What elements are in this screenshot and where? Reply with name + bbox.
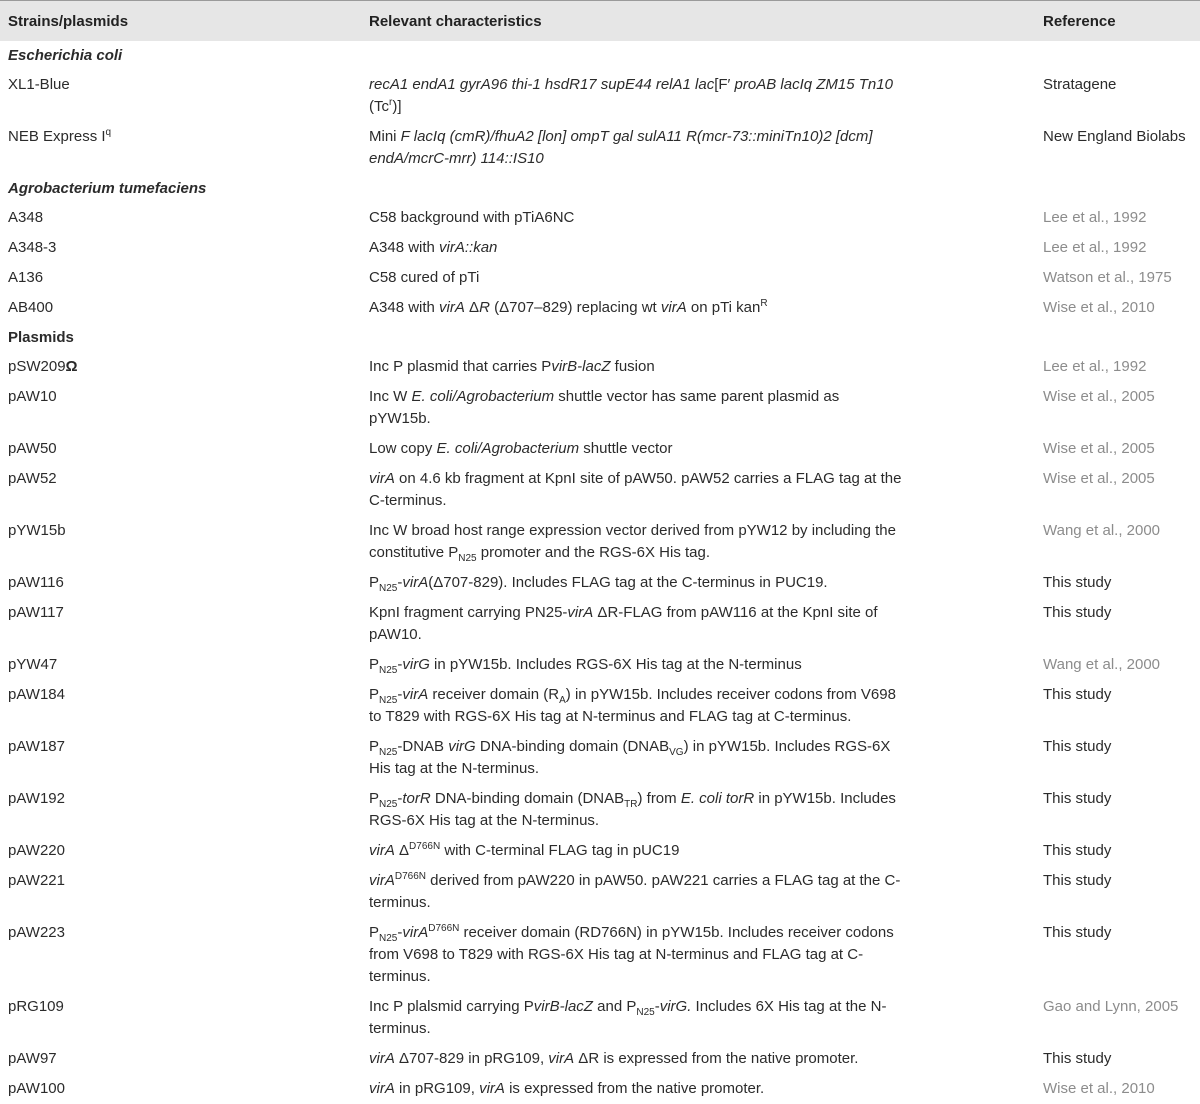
strain-name: pAW187: [8, 738, 65, 755]
characteristics-cell: [361, 992, 1035, 1044]
strain-name: XL1-Blue: [8, 76, 70, 93]
characteristics-cell: [361, 918, 1035, 992]
reference-link[interactable]: Wise et al., 2010: [1043, 299, 1155, 316]
header-relevant-characteristics: Relevant characteristics: [369, 12, 542, 30]
strain-name: pAW192: [8, 790, 65, 807]
reference-link[interactable]: Wise et al., 2005: [1043, 470, 1155, 487]
reference-link[interactable]: Lee et al., 1992: [1043, 239, 1147, 256]
reference-link[interactable]: Wise et al., 2010: [1043, 1080, 1155, 1097]
strain-name: pYW15b: [8, 522, 66, 539]
reference-text: New England Biolabs: [1043, 128, 1186, 145]
table-row: [0, 382, 1200, 434]
table-row: [0, 836, 1200, 866]
section-label: Agrobacterium tumefaciens: [8, 180, 207, 197]
characteristics-cell: [361, 233, 1035, 263]
characteristics-cell: [361, 650, 1035, 680]
reference-link[interactable]: Lee et al., 1992: [1043, 209, 1147, 226]
characteristics-cell: [361, 1044, 1035, 1074]
characteristics-text: KpnI fragment carrying PN25-virA ΔR-FLAG from pAW116 at the KpnI site of pAW10.: [369, 604, 878, 643]
strain-name: pAW116: [8, 574, 64, 591]
characteristics-text: virA Δ707-829 in pRG109, virA ΔR is expressed from the native promoter.: [369, 1050, 859, 1067]
table-row: [0, 434, 1200, 464]
characteristics-cell: [361, 784, 1035, 836]
table-row: [0, 233, 1200, 263]
table-row: [0, 203, 1200, 233]
reference-text: Stratagene: [1043, 76, 1117, 93]
strain-name: pYW47: [8, 656, 58, 673]
table-row: [0, 650, 1200, 680]
table-row: [0, 70, 1200, 122]
reference-text: This study: [1043, 604, 1112, 621]
reference-link[interactable]: Wise et al., 2005: [1043, 388, 1155, 405]
characteristics-text: Inc P plalsmid carrying PvirB-lacZ and $P_{N25}$-virG. Includes 6X His tag at the N-terminus.: [369, 998, 887, 1037]
reference-link[interactable]: Watson et al., 1975: [1043, 269, 1172, 286]
table-row: [0, 293, 1200, 323]
characteristics-cell: [361, 434, 1035, 464]
strain-name: pAW221: [8, 872, 65, 889]
section-row: [0, 174, 1200, 203]
table-row: [0, 568, 1200, 598]
strain-name: pAW50: [8, 440, 57, 457]
reference-link[interactable]: Lee et al., 1992: [1043, 358, 1147, 375]
characteristics-cell: [361, 293, 1035, 323]
reference-text: This study: [1043, 574, 1112, 591]
table-body: [0, 41, 1200, 1104]
characteristics-text: Inc W E. coli/Agrobacterium shuttle vector has same parent plasmid as pYW15b.: [369, 388, 840, 427]
table-row: [0, 464, 1200, 516]
table-row: [0, 732, 1200, 784]
table-row: [0, 122, 1200, 174]
characteristics-cell: [361, 203, 1035, 233]
characteristics-cell: [361, 568, 1035, 598]
characteristics-text: $P_{N25}$-DNAB virG DNA-binding domain $(DNAB_{VG})$ in pYW15b. Includes RGS-6X His tag at the N-terminus.: [369, 738, 891, 777]
characteristics-text: C58 background with pTiA6NC: [369, 209, 575, 226]
strain-name: pAW52: [8, 470, 57, 487]
strain-name: pAW10: [8, 388, 57, 405]
table-row: [0, 263, 1200, 293]
characteristics-text: A348 with virA::kan: [369, 239, 498, 256]
reference-text: This study: [1043, 790, 1112, 807]
characteristics-cell: [361, 732, 1035, 784]
characteristics-text: C58 cured of pTi: [369, 269, 480, 286]
reference-text: This study: [1043, 686, 1112, 703]
table-row: [0, 784, 1200, 836]
strain-name: pAW117: [8, 604, 64, 621]
characteristics-text: virA $\Delta^{D766N}$ with C-terminal FLAG tag in pUC19: [369, 841, 680, 859]
strain-name: pAW184: [8, 686, 65, 703]
section-row: [0, 41, 1200, 70]
section-label: Plasmids: [8, 329, 74, 346]
characteristics-text: Inc P plasmid that carries PvirB-lacZ fusion: [369, 358, 655, 375]
characteristics-text: Inc W broad host range expression vector derived from pYW12 by including the constitutive $P_{N25}$ promoter and the RGS-6X His tag.: [369, 522, 896, 564]
reference-text: This study: [1043, 872, 1112, 889]
section-row: [0, 323, 1200, 352]
table-row: [0, 866, 1200, 918]
section-label: Escherichia coli: [8, 47, 123, 64]
table-row: [0, 516, 1200, 568]
reference-link[interactable]: Wise et al., 2005: [1043, 440, 1155, 457]
characteristics-cell: [361, 352, 1035, 382]
strain-name: A348: [8, 209, 44, 226]
strain-name: pSW209Ω: [8, 358, 78, 375]
characteristics-cell: [361, 1074, 1035, 1104]
table-header-row: [0, 1, 1200, 42]
characteristics-text: recA1 endA1 gyrA96 thi-1 hsdR17 supE44 relA1 lac[F′ proAB lacIq ZM15 Tn10 (Tc$^r$)]: [369, 76, 893, 115]
characteristics-text: $P_{N25}-virA^{D766N}$ receiver domain (RD766N) in pYW15b. Includes receiver codons from V698 to T829 with RGS-6X His tag at N-terminus and FLAG tag at C-terminus.: [369, 923, 894, 985]
characteristics-cell: [361, 263, 1035, 293]
reference-link[interactable]: Gao and Lynn, 2005: [1043, 998, 1179, 1015]
strain-name: AB400: [8, 299, 54, 316]
header-reference: Reference: [1043, 12, 1116, 30]
characteristics-text: Low copy E. coli/Agrobacterium shuttle vector: [369, 440, 673, 457]
reference-link[interactable]: Wang et al., 2000: [1043, 522, 1161, 539]
characteristics-cell: [361, 122, 1035, 174]
table-row: [0, 680, 1200, 732]
table-row: [0, 1044, 1200, 1074]
table-row: [0, 992, 1200, 1044]
characteristics-text: A348 with virA ΔR (Δ707–829) replacing wt virA on pTi kan$^R$: [369, 298, 768, 316]
characteristics-cell: [361, 464, 1035, 516]
header-strains-plasmids: Strains/plasmids: [8, 12, 129, 30]
strain-name: pAW100: [8, 1080, 65, 1097]
table-row: [0, 598, 1200, 650]
strain-name: NEB Express $I^q$: [8, 127, 112, 145]
characteristics-text: $P_{N25}$-virA receiver domain $(R_A)$ in pYW15b. Includes receiver codons from V698 to T829 with RGS-6X His tag at N-terminus and FLAG tag at C-terminus.: [369, 686, 896, 725]
characteristics-text: Mini F lacIq (cmR)/fhuA2 [lon] ompT gal sulA11 R(mcr-73::miniTn10)2 [dcm] endA/mcrC-mrr) 114::IS10: [369, 128, 873, 167]
strain-name: pAW223: [8, 924, 65, 941]
strain-name: pAW220: [8, 842, 65, 859]
characteristics-cell: [361, 866, 1035, 918]
strain-name: A348-3: [8, 239, 57, 256]
characteristics-cell: [361, 516, 1035, 568]
characteristics-text: $P_{N25}$-virG in pYW15b. Includes RGS-6X His tag at the N-terminus: [369, 656, 802, 676]
strain-name: pRG109: [8, 998, 64, 1015]
reference-link[interactable]: Wang et al., 2000: [1043, 656, 1161, 673]
table-row: [0, 352, 1200, 382]
strain-name: pAW97: [8, 1050, 57, 1067]
characteristics-cell: [361, 70, 1035, 122]
characteristics-cell: [361, 598, 1035, 650]
characteristics-cell: [361, 680, 1035, 732]
table-row: [0, 1074, 1200, 1104]
characteristics-text: $P_{N25}$-torR DNA-binding domain $(DNAB_{TR})$ from E. coli torR in pYW15b. Includes RGS-6X His tag at the N-terminus.: [369, 790, 896, 829]
characteristics-cell: [361, 836, 1035, 866]
reference-text: This study: [1043, 1050, 1112, 1067]
characteristics-cell: [361, 382, 1035, 434]
characteristics-text: virA on 4.6 kb fragment at KpnI site of pAW50. pAW52 carries a FLAG tag at the C-terminus.: [369, 470, 902, 509]
characteristics-text: virA in pRG109, virA is expressed from the native promoter.: [369, 1080, 765, 1097]
characteristics-text: $P_{N25}-virA(\Delta 707-829)$. Includes FLAG tag at the C-terminus in PUC19.: [369, 574, 828, 594]
reference-text: This study: [1043, 842, 1112, 859]
strain-name: A136: [8, 269, 44, 286]
table-row: [0, 918, 1200, 992]
reference-text: This study: [1043, 738, 1112, 755]
characteristics-text: virA$^{D766N}$ derived from pAW220 in pAW50. pAW221 carries a FLAG tag at the C-terminus.: [369, 871, 901, 911]
reference-text: This study: [1043, 924, 1112, 941]
